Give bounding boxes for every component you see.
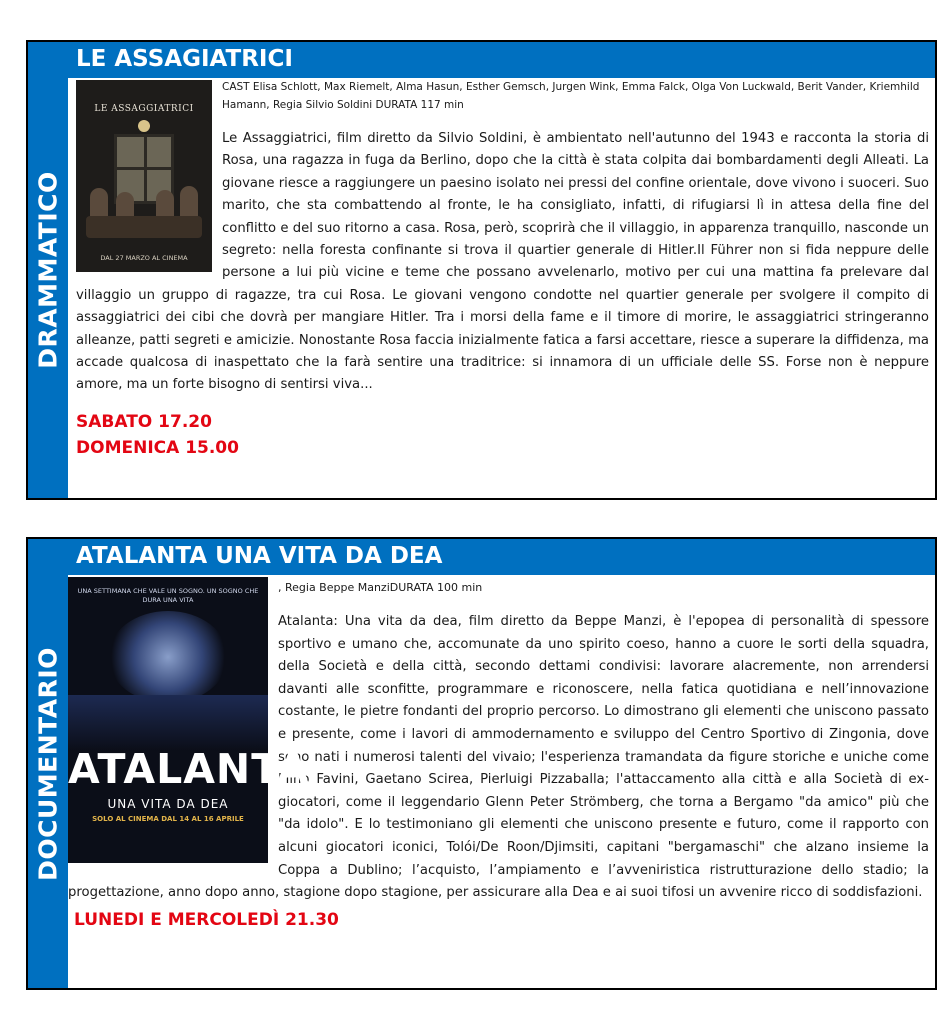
lamp-graphic [138,120,150,132]
genre-label: DRAMMATICO [33,171,63,369]
film-poster [68,577,310,863]
schedule-line: SABATO 17.20 [76,411,212,432]
figure-graphic [180,186,198,220]
film-description: Atalanta: Una vita da dea, film diretto da Beppe Manzi, è l'epopea di personalità di spessore sportivo e umano che, accomunate da uno spirito coeso, hanno a cuore le sorti della squadra, della Società e della città, secondo dettami condivisi: lavorare alacremente, non arrendersi davanti alle sconfitte, programmare e riconoscere, nella fatica quotidiana e nell’innovazione costante, le pietre fondanti del proprio percorso. Lo dimostrano gli elementi che uniscono passato e presente, come i lavori di ammodernamento e sviluppo del Centro Sportivo di Zingonia, dove sono nati i numerosi talenti del vivaio; l'esperienza tramandata da figure storiche e uniche come Mino Favini, Gaetano Scirea, Pierluigi Pizzaballa; l'attaccamento alla città e alla Società di ex-giocatori, come il leggendario Glenn Peter Strömberg, che torna a Bergamo "da amico" più che "da idolo". E lo testimoniano gli elementi che uniscono presente e futuro, come il rapporto con alcuni giocatori iconici, Tolói/De Roon/Djimsiti, capitani "bergamaschi" che alzano insieme la Coppa a Dublino; l’acquisto, l’ampiamento e l’avveniristica ristrutturazione dello stadio; la progettazione, anno dopo anno, stagione dopo stagione, per assicurare alla Dea e ai suoi tifosi un avvenire ricco di soddisfazioni. [68,614,929,901]
film-title: LE ASSAGIATRICI [68,42,935,78]
poster-tagline: UNA SETTIMANA CHE VALE UN SOGNO. UN SOGNO CHE DURA UNA VITA [77,587,259,604]
film-card-le-assaggiatrici [26,40,937,500]
film-title: ATALANTA UNA VITA DA DEA [68,539,935,575]
table-graphic [86,216,202,238]
poster-subtitle: UNA VITA DA DEA [107,797,229,811]
film-card-atalanta [26,537,937,990]
genre-sidebar [28,42,68,498]
film-cast: , Regia Beppe ManziDURATA 100 min [278,581,483,594]
schedule-line: DOMENICA 15.00 [76,437,239,458]
swirl-graphic [108,611,228,703]
poster-release: SOLO AL CINEMA DAL 14 AL 16 APRILE [92,815,244,823]
genre-label: DOCUMENTARIO [33,646,63,881]
film-body [68,577,929,984]
film-cast: CAST Elisa Schlott, Max Riemelt, Alma Hasun, Esther Gemsch, Jurgen Wink, Emma Falck, Olga Von Luckwald, Berit Vander, Kriemhild Hamann, Regia Silvio Soldini DURATA 117 min [222,81,920,111]
poster-title: ATALANTA [68,745,310,793]
film-body [76,80,929,494]
crowd-graphic [68,695,268,751]
poster-date: DAL 27 MARZO AL CINEMA [100,254,188,262]
schedule-line: LUNEDI E MERCOLEDÌ 21.30 [74,909,339,930]
poster-title: LE ASSAGGIATRICI [94,104,194,114]
genre-sidebar [28,539,68,988]
film-description: Le Assaggiatrici, film diretto da Silvio Soldini, è ambientato nell'autunno del 1943 e racconta la storia di Rosa, una ragazza in fuga da Berlino, dopo che la città è stata colpita dai bombardamenti degli Alleati. La giovane riesce a raggiungere un paesino isolato nei pressi del confine orientale, dove vivono i suoceri. Suo marito, che sta combattendo al fronte, le ha consigliato, infatti, di rifugiarsi lì in attesa della fine del conflitto e del suo ritorno a casa. Rosa, però, scoprirà che il villaggio, in apparenza tranquillo, nasconde un segreto: nella foresta confinante si trova il quartier generale di Hitler.Il Führer non si fida neppure delle persone a lui più vicine e teme che possano avvelenarlo, motivo per cui una mattina fa prelevare dal villaggio un gruppo di ragazze, tra cui Rosa. Le giovani vengono condotte nel quartier generale per svolgere il compito di assaggiatrici dei cibi che dovrà per mangiare Hitler. Tra i morsi della fame e il timore di morire, le assaggiatrici stringeranno alleanze, patti segreti e amicizie. Nonostante Rosa faccia inizialmente fatica a farsi accettare, riesce a superare la diffidenza, ma accade qualcosa di inaspettato che la farà sentire una traditrice: si innamora di un ufficiale delle SS. Forse non è neppure amore, ma un forte bisogno di sentirsi viva... [76,131,929,393]
film-poster [76,80,212,272]
